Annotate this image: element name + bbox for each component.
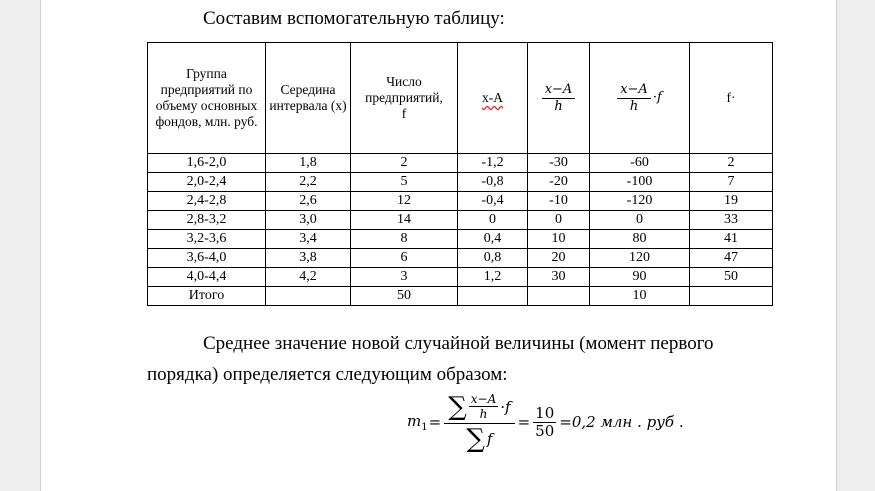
table-cell [266,287,351,306]
table-cell: -60 [590,154,690,173]
table-cell: 7 [690,173,773,192]
header-cumulative: f· [690,43,773,154]
table-cell: 4,2 [266,268,351,287]
table-cell [458,287,528,306]
table-cell: 3,2-3,6 [148,230,266,249]
table-cell: 50 [351,287,458,306]
table-cell: 2,2 [266,173,351,192]
table-cell: 4,0-4,4 [148,268,266,287]
formula-main-fraction: ∑ x−A h ·f ∑ f [444,392,514,452]
table-cell: 0 [528,211,590,230]
header-count: Число предприятий, f [351,43,458,154]
table-cell: 2 [351,154,458,173]
table-cell: 0 [458,211,528,230]
header-scaled-deviation: $\frac{x-A}{h}$ [528,43,590,154]
table-cell: -20 [528,173,590,192]
table-cell: -120 [590,192,690,211]
table-cell: 6 [351,249,458,268]
table-cell: 120 [590,249,690,268]
table-row [148,192,773,211]
table-row [148,230,773,249]
table-cell: 0 [590,211,690,230]
table-cell: -10 [528,192,590,211]
table-row [148,211,773,230]
table-cell [690,287,773,306]
table-cell: 3,0 [266,211,351,230]
intro-text: Составим вспомогательную таблицу: [203,8,505,29]
table-cell: 14 [351,211,458,230]
table-cell: 47 [690,249,773,268]
formula-lhs: $m_1$ [407,411,428,433]
table-cell: 2,0-2,4 [148,173,266,192]
table-cell: -1,2 [458,154,528,173]
table-cell: 50 [690,268,773,287]
table-cell: 1,2 [458,268,528,287]
table-cell: 20 [528,249,590,268]
header-weighted-deviation: $\frac{x-A}{h}$ ·f [590,43,690,154]
table-cell: 1,8 [266,154,351,173]
header-deviation: x-A [458,43,528,154]
table-total-row [148,287,773,306]
formula-value-fraction: $\frac{10}{50}$ [535,403,555,440]
table-cell: 10 [590,287,690,306]
table-cell: 3 [351,268,458,287]
table-cell: 10 [528,230,590,249]
paragraph-line-2: порядка) определяется следующим образом: [147,364,508,385]
table-cell: 3,4 [266,230,351,249]
table-cell: -0,4 [458,192,528,211]
auxiliary-table [147,42,773,306]
header-group: Группа предприятий по объему основных фондов, млн. руб. [148,43,266,154]
table-cell: 19 [690,192,773,211]
table-row [148,268,773,287]
table-cell: 2,6 [266,192,351,211]
table-cell: 0,4 [458,230,528,249]
formula-result: =0,2 млн . руб . [559,413,684,431]
table-cell: 2,4-2,8 [148,192,266,211]
table-row [148,173,773,192]
table-cell: 33 [690,211,773,230]
table-cell: 0,8 [458,249,528,268]
table-cell: 5 [351,173,458,192]
document-page [40,0,837,491]
table-cell: 30 [528,268,590,287]
table-header-row [148,43,773,154]
table-cell: -30 [528,154,590,173]
table-cell: 80 [590,230,690,249]
paragraph-line-1: Среднее значение новой случайной величины (момент первого [203,333,714,354]
table-cell: 3,6-4,0 [148,249,266,268]
table-cell: 2 [690,154,773,173]
table-row [148,154,773,173]
table-cell: 2,8-3,2 [148,211,266,230]
table-row [148,249,773,268]
table-cell [528,287,590,306]
table-cell: 12 [351,192,458,211]
mean-formula: $m_1$ = ∑ x−A h ·f ∑ f = $\frac{10}{50}$ =0,2 млн . руб . [407,391,684,454]
table-cell: -100 [590,173,690,192]
table-cell: 1,6-2,0 [148,154,266,173]
table-cell: 3,8 [266,249,351,268]
table-cell: 90 [590,268,690,287]
table-cell: Итого [148,287,266,306]
header-mid: Середина интервала (x) [266,43,351,154]
table-cell: 41 [690,230,773,249]
table-cell: 8 [351,230,458,249]
table-cell: -0,8 [458,173,528,192]
